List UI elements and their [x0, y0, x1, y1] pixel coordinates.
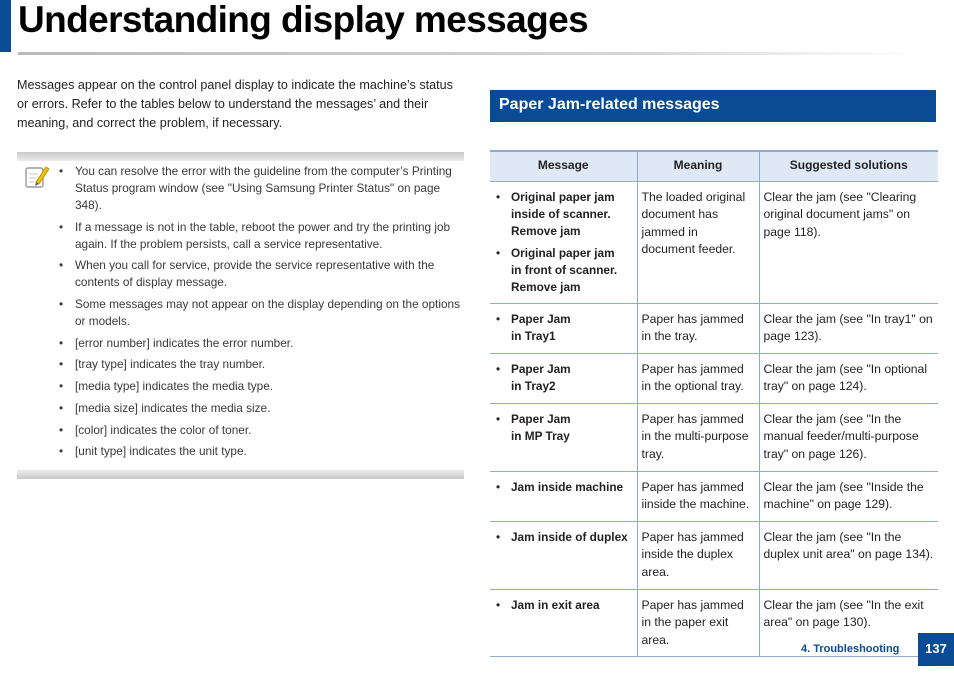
meaning-cell: Paper has jammed inside the duplex area. [637, 521, 759, 589]
message-cell [490, 471, 637, 521]
title-accent-bar [0, 0, 11, 52]
message-line: • Paper Jam [511, 311, 571, 326]
message-line: in Tray1 [511, 328, 556, 343]
message-item [494, 311, 633, 345]
note-bottom-bar [17, 470, 464, 479]
message-line: in MP Tray [511, 428, 570, 443]
solution-cell: Clear the jam (see "In optional tray" on page 124). [759, 353, 938, 403]
footer-chapter: 4. Troubleshooting [801, 643, 900, 655]
message-cell [490, 181, 637, 303]
message-list [494, 189, 633, 296]
message-item [494, 361, 633, 395]
message-line: • Jam inside of duplex [511, 529, 628, 544]
table-row [490, 471, 938, 521]
solution-cell: Clear the jam (see "In the manual feeder/multi-purpose tray" on page 126). [759, 403, 938, 471]
message-line: in front of scanner. [511, 262, 618, 277]
table-row [490, 403, 938, 471]
message-cell [490, 403, 637, 471]
paper-jam-table [490, 150, 938, 657]
message-item [494, 479, 633, 496]
intro-paragraph: Messages appear on the control panel display to indicate the machine’s status or errors. Refer to the tables below to understand the messages’ and their meaning, and correct the problem, if necessary. [17, 78, 453, 130]
note-item: • [color] indicates the color of toner. [58, 422, 466, 439]
note-item: • [media size] indicates the media size. [58, 400, 466, 417]
solution-cell: Clear the jam (see "In the duplex unit area" on page 134). [759, 521, 938, 589]
note-item: • [error number] indicates the error number. [58, 335, 466, 352]
message-item [494, 529, 633, 546]
meaning-cell: Paper has jammed in the multi-purpose tray. [637, 403, 759, 471]
note-top-bar [17, 152, 464, 161]
message-line: • Original paper jam [511, 245, 615, 260]
meaning-cell: Paper has jammed in the optional tray. [637, 353, 759, 403]
page-title: Understanding display messages [18, 0, 589, 40]
title-bar [0, 0, 954, 56]
message-item [494, 597, 633, 614]
table-row [490, 303, 938, 353]
title-divider [18, 52, 913, 55]
message-line: • Jam in exit area [511, 597, 600, 612]
note-item: • [media type] indicates the media type. [58, 378, 466, 395]
message-cell [490, 303, 637, 353]
note-item: • [unit type] indicates the unit type. [58, 443, 466, 460]
message-line: Remove jam [511, 279, 581, 294]
column-header-message: Message [490, 151, 637, 181]
note-item: • If a message is not in the table, reboot the power and try the printing job again. If the problem persists, call a service representative. [58, 219, 466, 253]
meaning-cell: The loaded original document has jammed in document feeder. [637, 181, 759, 303]
column-header-solutions: Suggested solutions [759, 151, 938, 181]
message-item [494, 411, 633, 445]
column-header-meaning: Meaning [637, 151, 759, 181]
message-item [494, 189, 633, 240]
message-line: Remove jam [511, 223, 581, 238]
message-item [494, 245, 633, 296]
note-pencil-icon [24, 163, 50, 191]
section-heading: Paper Jam-related messages [490, 90, 936, 122]
message-list [494, 411, 633, 445]
note-item: • You can resolve the error with the guideline from the computer’s Printing Status program window (see "Using Samsung Printer Status" on page 348). [58, 163, 466, 214]
message-list [494, 311, 633, 345]
message-cell [490, 589, 637, 657]
table-row [490, 353, 938, 403]
message-list [494, 361, 633, 395]
message-line: in Tray2 [511, 378, 556, 393]
solution-cell: Clear the jam (see "In tray1" on page 123). [759, 303, 938, 353]
note-list [58, 163, 466, 465]
message-list [494, 597, 633, 614]
page-number: 137 [918, 633, 954, 666]
message-line: • Original paper jam [511, 189, 615, 204]
meaning-cell: Paper has jammed iinside the machine. [637, 471, 759, 521]
solution-cell: Clear the jam (see "Inside the machine" on page 129). [759, 471, 938, 521]
message-cell [490, 521, 637, 589]
table-row [490, 521, 938, 589]
message-list [494, 529, 633, 546]
meaning-cell: Paper has jammed in the paper exit area. [637, 589, 759, 657]
message-line: inside of scanner. [511, 206, 611, 221]
table-row [490, 181, 938, 303]
note-item: • [tray type] indicates the tray number. [58, 356, 466, 373]
message-line: • Paper Jam [511, 411, 571, 426]
note-item: • When you call for service, provide the service representative with the contents of display message. [58, 257, 466, 291]
note-item: • Some messages may not appear on the display depending on the options or models. [58, 296, 466, 330]
solution-cell: Clear the jam (see "Clearing original document jams" on page 118). [759, 181, 938, 303]
solution-cell: Clear the jam (see "In the exit area" on page 130). [759, 589, 938, 657]
table-header-row [490, 151, 938, 181]
message-list [494, 479, 633, 496]
message-line: • Jam inside machine [511, 479, 624, 494]
meaning-cell: Paper has jammed in the tray. [637, 303, 759, 353]
message-cell [490, 353, 637, 403]
message-line: • Paper Jam [511, 361, 571, 376]
